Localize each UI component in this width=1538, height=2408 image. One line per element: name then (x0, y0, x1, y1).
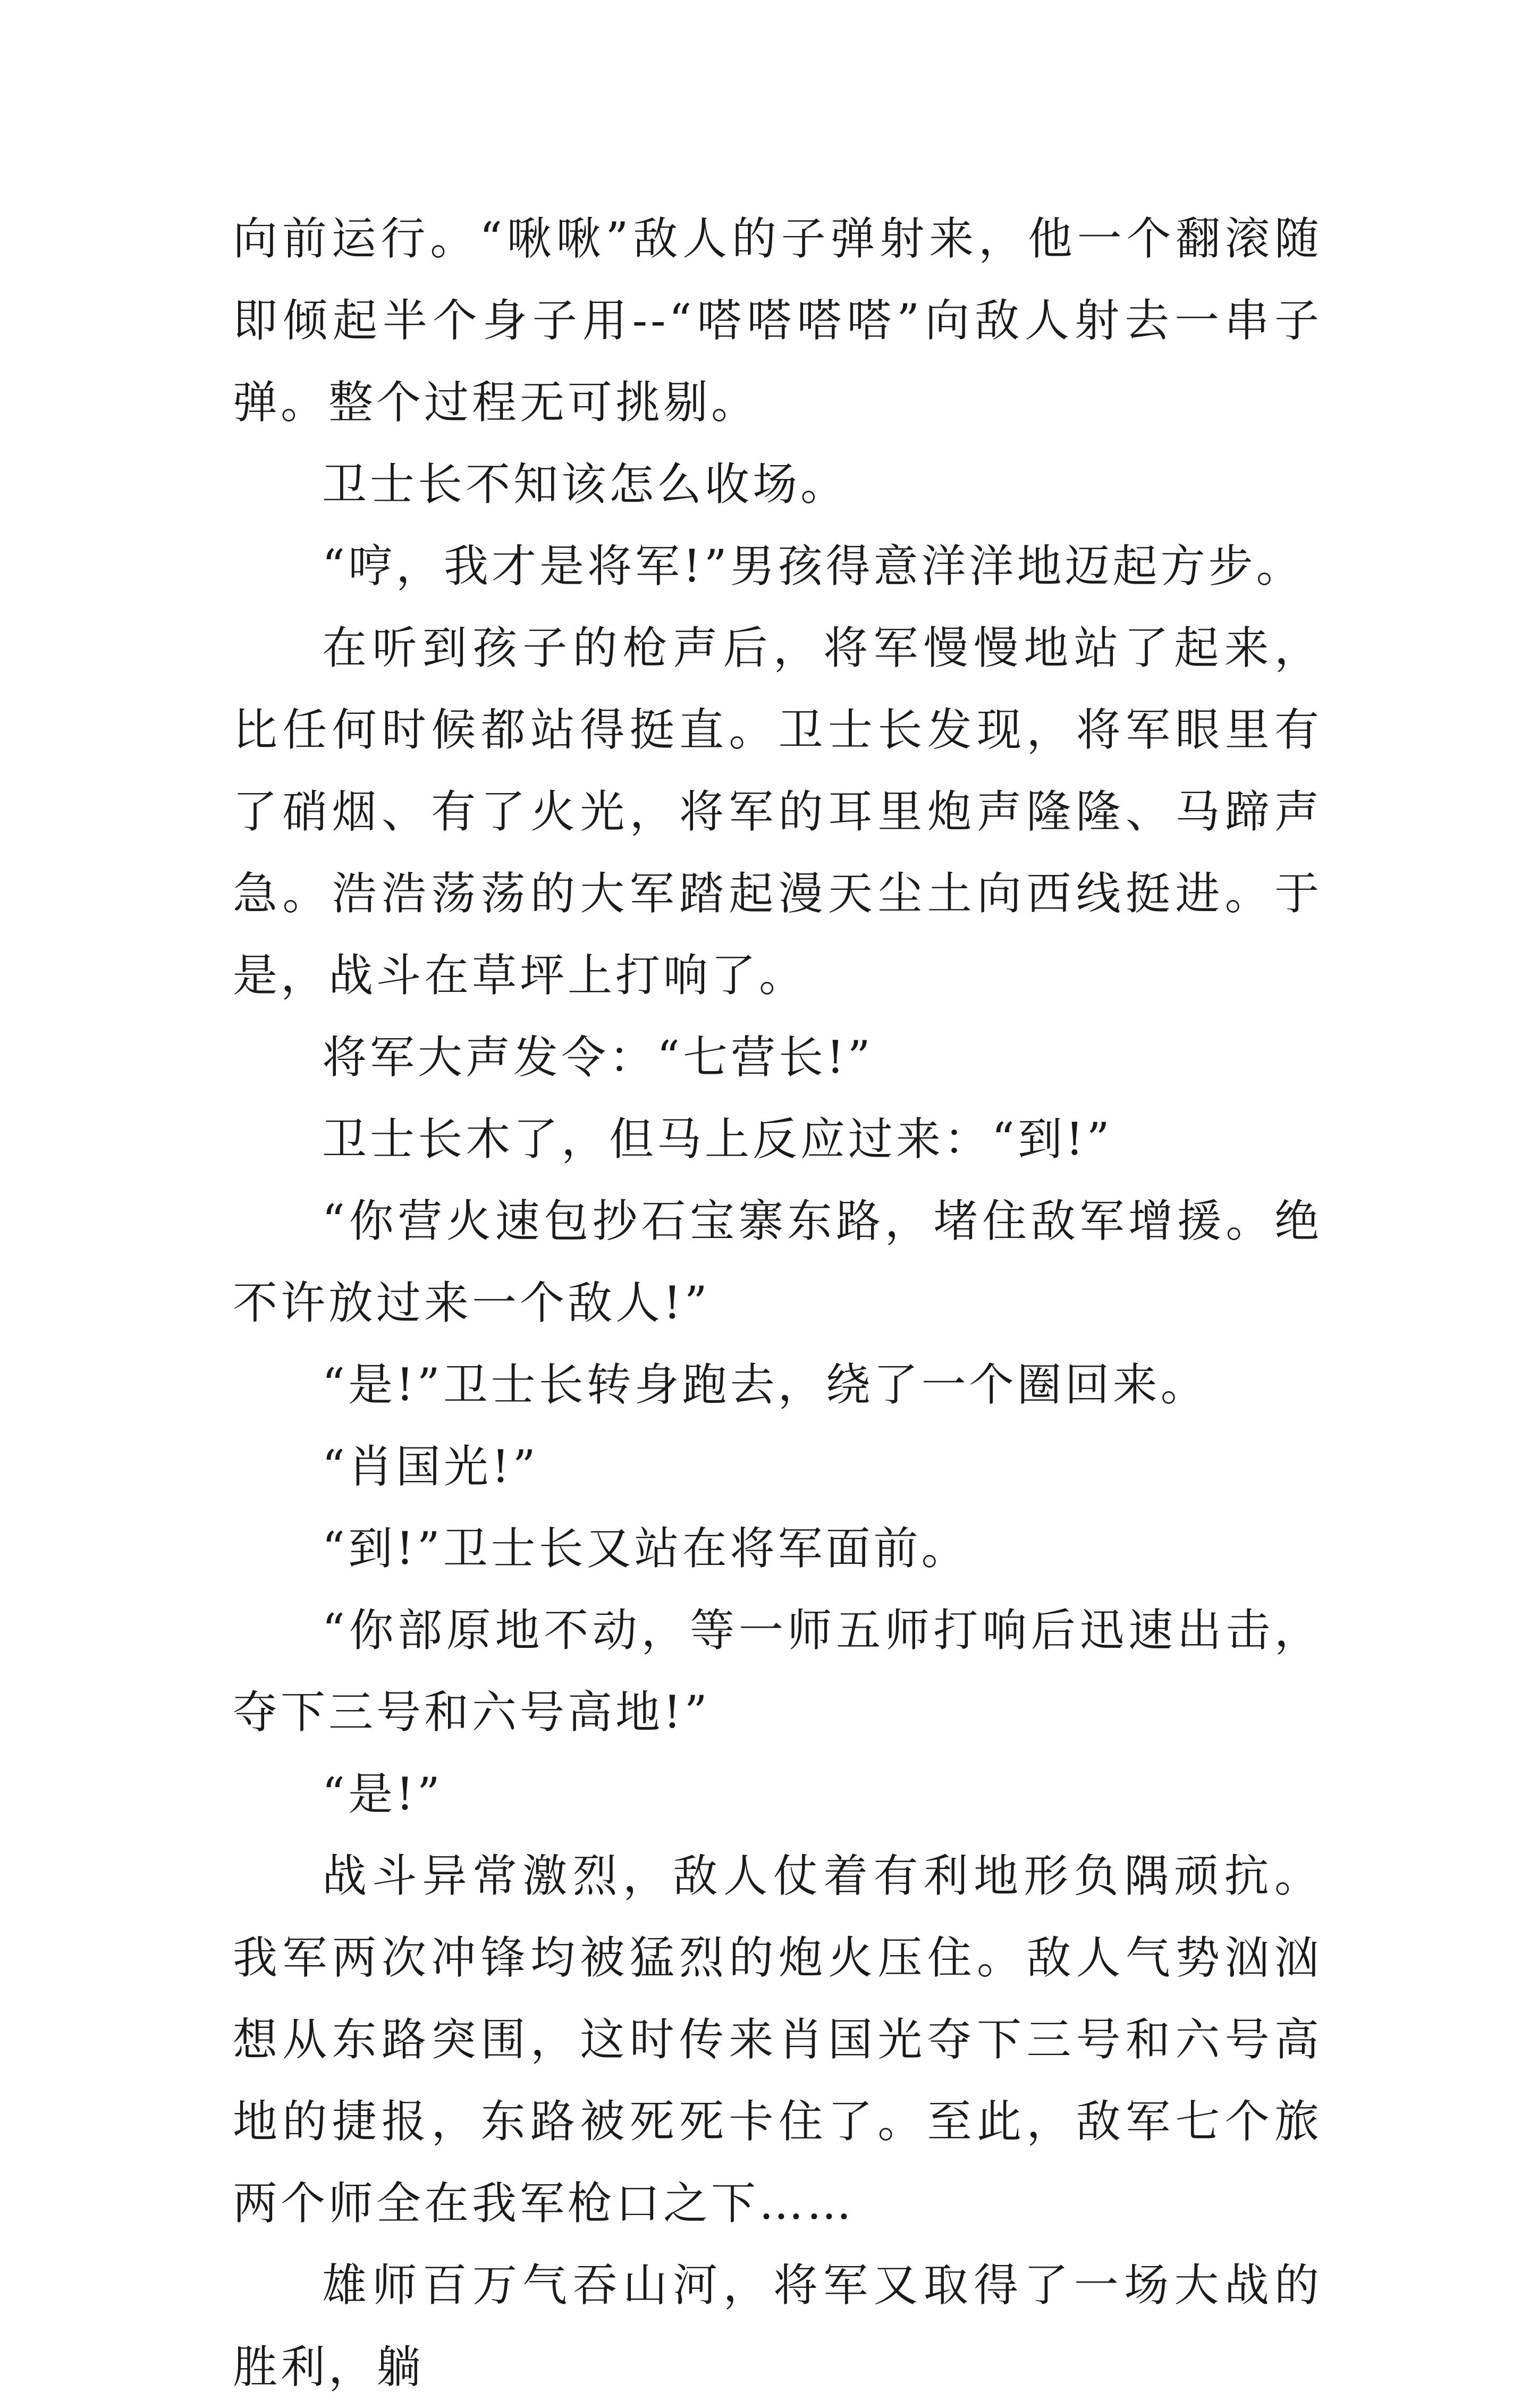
paragraph-4: 在听到孩子的枪声后，将军慢慢地站了起来，比任何时候都站得挺直。卫士长发现，将军眼里有了硝烟、有了火光，将军的耳里炮声隆隆、马蹄声急。浩浩荡荡的大军踏起漫天尘土向西线挺进。于是，战斗在草坪上打响了。 (233, 622, 1322, 1001)
paragraph-8: “是!”卫士长转身跑去，绕了一个圈回来。 (322, 1359, 1209, 1411)
paragraph-13: 战斗异常激烈，敌人仗着有利地形负隅顽抗。我军两次冲锋均被猛烈的炮火压住。敌人气势汹汹想从东路突围，这时传来肖国光夺下三号和六号高地的捷报，东路被死死卡住了。至此，敌军七个旅两个师全在我军枪口之下…… (233, 1850, 1322, 2229)
paragraph-2: 卫士长不知该怎么收场。 (322, 458, 849, 510)
paragraph-5: 将军大声发令：“七营长!” (322, 1031, 874, 1083)
paragraph-3: “哼，我才是将军!”男孩得意洋洋地迈起方步。 (322, 540, 1304, 592)
story-text (233, 198, 1322, 2408)
paragraph-1: 向前运行。“啾啾”敌人的子弹射来，他一个翻滚随即倾起半个身子用--“嗒嗒嗒嗒”向敌人射去一串子弹。整个过程无可挑剔。 (233, 213, 1322, 428)
paragraph-10: “到!”卫士长又站在将军面前。 (322, 1522, 969, 1575)
paragraph-12: “是!” (322, 1768, 443, 1820)
paragraph-14: 雄师百万气吞山河，将军又取得了一场大战的胜利，躺 (233, 2259, 1322, 2393)
paragraph-7: “你营火速包抄石宝寨东路，堵住敌军增援。绝不许放过来一个敌人!” (233, 1195, 1322, 1329)
paragraph-6: 卫士长木了，但马上反应过来：“到!” (322, 1113, 1113, 1165)
paragraph-11: “你部原地不动，等一师五师打响后迅速出击，夺下三号和六号高地!” (233, 1604, 1322, 1738)
paragraph-9: “肖国光!” (322, 1441, 539, 1493)
